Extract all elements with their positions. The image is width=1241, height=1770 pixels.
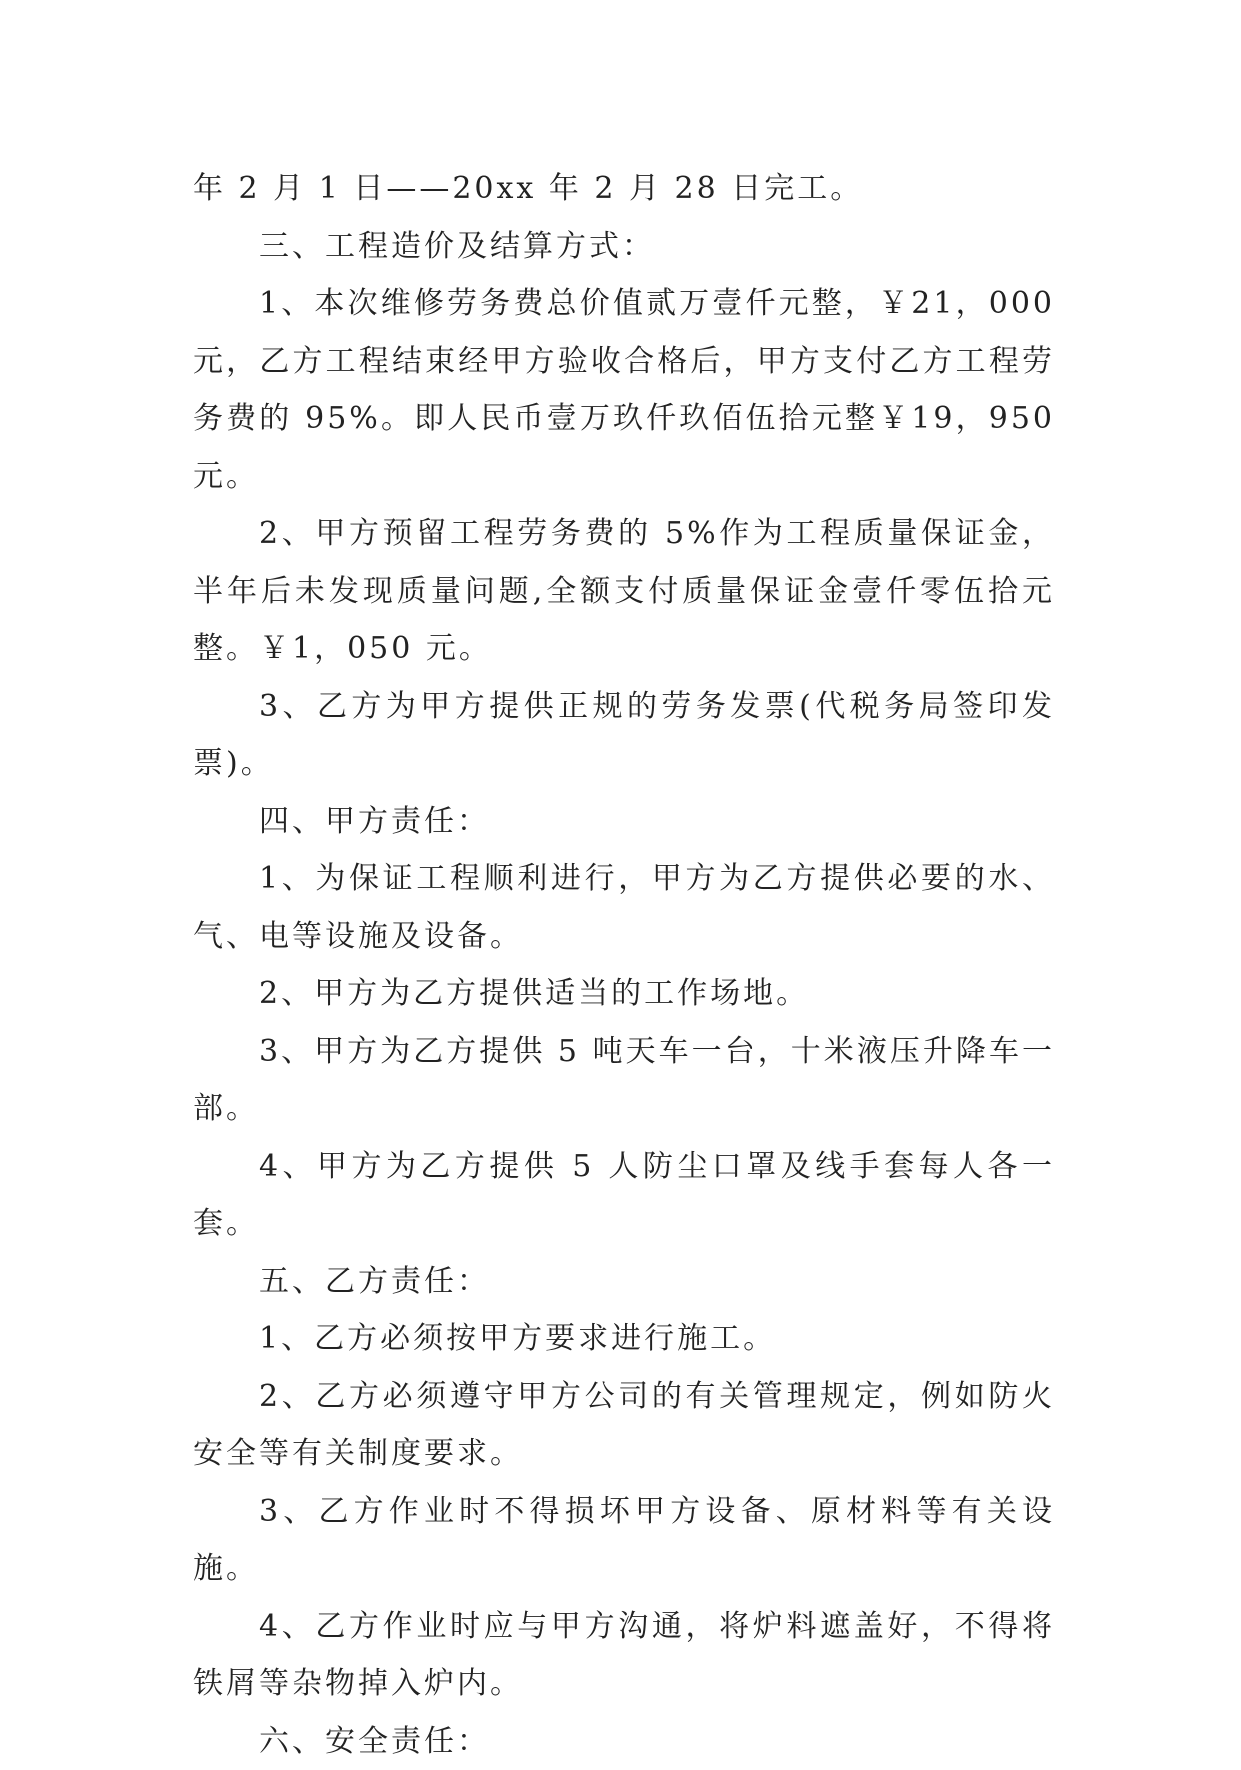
clause-pricing-3: 3、乙方为甲方提供正规的劳务发票(代税务局签印发票)。 bbox=[193, 678, 1055, 793]
clause-pricing-1: 1、本次维修劳务费总价值贰万壹仟元整，￥21，000 元，乙方工程结束经甲方验收合格后，甲方支付乙方工程劳务费的 95%。即人民币壹万玖仟玖佰伍拾元整￥19，950 元。 bbox=[193, 275, 1055, 505]
clause-pricing-2: 2、甲方预留工程劳务费的 5%作为工程质量保证金，半年后未发现质量问题,全额支付质量保证金壹仟零伍拾元整。￥1，050 元。 bbox=[193, 505, 1055, 678]
clause-party-a-2: 2、甲方为乙方提供适当的工作场地。 bbox=[193, 965, 1055, 1023]
clause-party-a-3: 3、甲方为乙方提供 5 吨天车一台，十米液压升降车一部。 bbox=[193, 1023, 1055, 1138]
clause-party-b-4: 4、乙方作业时应与甲方沟通，将炉料遮盖好，不得将铁屑等杂物掉入炉内。 bbox=[193, 1598, 1055, 1713]
section-heading-pricing: 三、工程造价及结算方式： bbox=[193, 218, 1055, 276]
document-body bbox=[193, 160, 1055, 1770]
clause-party-b-3: 3、乙方作业时不得损坏甲方设备、原材料等有关设施。 bbox=[193, 1483, 1055, 1598]
clause-party-b-1: 1、乙方必须按甲方要求进行施工。 bbox=[193, 1310, 1055, 1368]
paragraph-continuation-date: 年 2 月 1 日——20xx 年 2 月 28 日完工。 bbox=[193, 160, 1055, 218]
clause-party-b-2: 2、乙方必须遵守甲方公司的有关管理规定，例如防火安全等有关制度要求。 bbox=[193, 1368, 1055, 1483]
section-heading-party-b: 五、乙方责任： bbox=[193, 1253, 1055, 1311]
clause-party-a-4: 4、甲方为乙方提供 5 人防尘口罩及线手套每人各一套。 bbox=[193, 1138, 1055, 1253]
clause-party-a-1: 1、为保证工程顺利进行，甲方为乙方提供必要的水、气、电等设施及设备。 bbox=[193, 850, 1055, 965]
section-heading-safety: 六、安全责任： bbox=[193, 1713, 1055, 1770]
section-heading-party-a: 四、甲方责任： bbox=[193, 793, 1055, 851]
